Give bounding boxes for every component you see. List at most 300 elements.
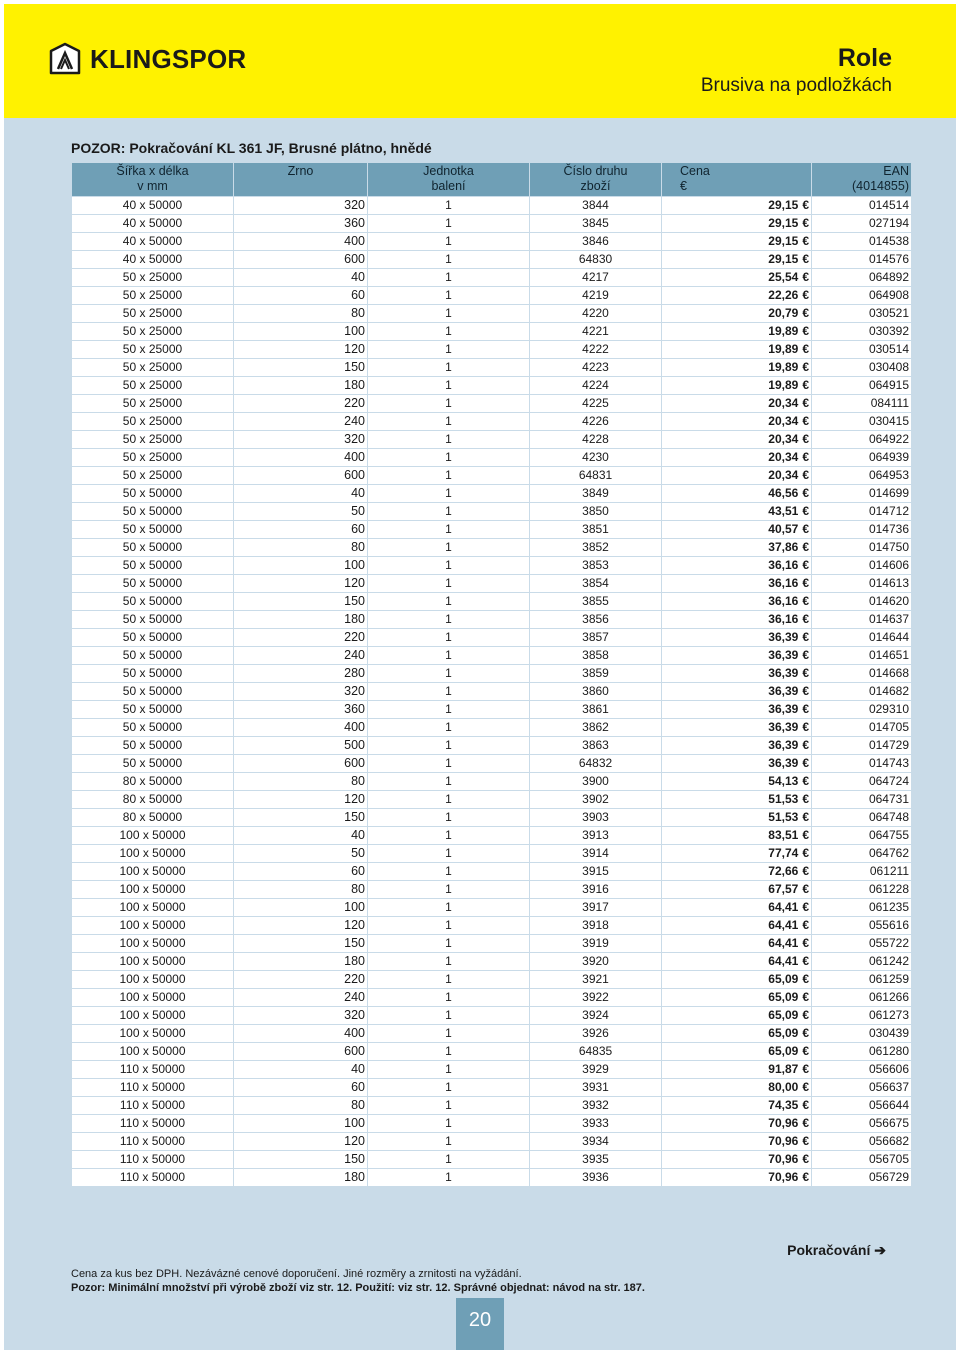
cell-price: 65,09 € — [662, 971, 812, 989]
col-header-ean: EAN (4014855) — [812, 163, 912, 197]
cell-ean: 014538 — [812, 233, 912, 251]
cell-unit: 1 — [368, 863, 530, 881]
cell-unit: 1 — [368, 467, 530, 485]
cell-article: 4226 — [530, 413, 662, 431]
cell-price: 19,89 € — [662, 341, 812, 359]
cell-size: 110 x 50000 — [72, 1115, 234, 1133]
cell-price: 36,39 € — [662, 701, 812, 719]
cell-article: 3850 — [530, 503, 662, 521]
cell-unit: 1 — [368, 683, 530, 701]
cell-ean: 056705 — [812, 1151, 912, 1169]
currency-symbol: € — [802, 576, 809, 590]
cell-grit: 320 — [234, 1007, 368, 1025]
currency-symbol: € — [802, 1008, 809, 1022]
currency-symbol: € — [802, 1116, 809, 1130]
cell-ean: 056729 — [812, 1169, 912, 1187]
cell-size: 50 x 50000 — [72, 737, 234, 755]
cell-ean: 056682 — [812, 1133, 912, 1151]
cell-article: 3931 — [530, 1079, 662, 1097]
cell-grit: 220 — [234, 629, 368, 647]
cell-grit: 180 — [234, 377, 368, 395]
table-row — [72, 575, 912, 593]
cell-grit: 120 — [234, 917, 368, 935]
cell-price: 77,74 € — [662, 845, 812, 863]
cell-price: 64,41 € — [662, 953, 812, 971]
table-header-row — [72, 163, 912, 197]
currency-symbol: € — [802, 828, 809, 842]
cell-grit: 180 — [234, 1169, 368, 1187]
cell-ean: 014620 — [812, 593, 912, 611]
cell-unit: 1 — [368, 197, 530, 215]
cell-ean: 030415 — [812, 413, 912, 431]
cell-price: 29,15 € — [662, 251, 812, 269]
cell-unit: 1 — [368, 719, 530, 737]
cell-price: 22,26 € — [662, 287, 812, 305]
cell-price: 20,34 € — [662, 467, 812, 485]
cell-price: 36,16 € — [662, 557, 812, 575]
cell-price: 80,00 € — [662, 1079, 812, 1097]
cell-size: 100 x 50000 — [72, 863, 234, 881]
cell-ean: 014637 — [812, 611, 912, 629]
cell-ean: 014750 — [812, 539, 912, 557]
currency-symbol: € — [802, 684, 809, 698]
currency-symbol: € — [802, 936, 809, 950]
cell-size: 110 x 50000 — [72, 1133, 234, 1151]
cell-size: 50 x 50000 — [72, 593, 234, 611]
cell-article: 3918 — [530, 917, 662, 935]
cell-grit: 220 — [234, 971, 368, 989]
table-row — [72, 521, 912, 539]
cell-grit: 600 — [234, 1043, 368, 1061]
table-row — [72, 989, 912, 1007]
cell-price: 36,39 € — [662, 647, 812, 665]
currency-symbol: € — [802, 1134, 809, 1148]
cell-price: 19,89 € — [662, 377, 812, 395]
cell-size: 100 x 50000 — [72, 1043, 234, 1061]
cell-article: 64831 — [530, 467, 662, 485]
cell-ean: 064762 — [812, 845, 912, 863]
cell-article: 3935 — [530, 1151, 662, 1169]
cell-price: 72,66 € — [662, 863, 812, 881]
cell-article: 64830 — [530, 251, 662, 269]
cell-article: 3855 — [530, 593, 662, 611]
table-row — [72, 611, 912, 629]
cell-size: 50 x 25000 — [72, 449, 234, 467]
currency-symbol: € — [802, 414, 809, 428]
cell-unit: 1 — [368, 305, 530, 323]
cell-article: 3936 — [530, 1169, 662, 1187]
cell-article: 3845 — [530, 215, 662, 233]
cell-size: 110 x 50000 — [72, 1061, 234, 1079]
cell-grit: 320 — [234, 683, 368, 701]
currency-symbol: € — [802, 720, 809, 734]
cell-ean: 029310 — [812, 701, 912, 719]
cell-article: 3929 — [530, 1061, 662, 1079]
cell-grit: 320 — [234, 197, 368, 215]
cell-price: 51,53 € — [662, 809, 812, 827]
currency-symbol: € — [802, 1062, 809, 1076]
cell-unit: 1 — [368, 971, 530, 989]
currency-symbol: € — [802, 216, 809, 230]
cell-ean: 064731 — [812, 791, 912, 809]
cell-size: 100 x 50000 — [72, 935, 234, 953]
cell-size: 50 x 25000 — [72, 359, 234, 377]
cell-ean: 064908 — [812, 287, 912, 305]
cell-size: 50 x 50000 — [72, 485, 234, 503]
cell-ean: 064748 — [812, 809, 912, 827]
currency-symbol: € — [802, 378, 809, 392]
cell-grit: 240 — [234, 647, 368, 665]
cell-grit: 40 — [234, 827, 368, 845]
cell-article: 3858 — [530, 647, 662, 665]
col-header-article: Číslo druhu zboží — [530, 163, 662, 197]
table-row — [72, 917, 912, 935]
table-row — [72, 233, 912, 251]
cell-size: 50 x 25000 — [72, 413, 234, 431]
cell-grit: 100 — [234, 899, 368, 917]
cell-size: 100 x 50000 — [72, 971, 234, 989]
cell-grit: 240 — [234, 989, 368, 1007]
cell-unit: 1 — [368, 251, 530, 269]
currency-symbol: € — [802, 630, 809, 644]
cell-size: 40 x 50000 — [72, 233, 234, 251]
cell-price: 36,16 € — [662, 611, 812, 629]
cell-grit: 100 — [234, 557, 368, 575]
cell-grit: 40 — [234, 1061, 368, 1079]
cell-unit: 1 — [368, 755, 530, 773]
table-row — [72, 503, 912, 521]
cell-ean: 064953 — [812, 467, 912, 485]
cell-unit: 1 — [368, 809, 530, 827]
table-row — [72, 323, 912, 341]
cell-grit: 80 — [234, 539, 368, 557]
cell-grit: 120 — [234, 1133, 368, 1151]
currency-symbol: € — [802, 594, 809, 608]
table-row — [72, 1061, 912, 1079]
table-row — [72, 467, 912, 485]
cell-grit: 120 — [234, 575, 368, 593]
cell-price: 29,15 € — [662, 215, 812, 233]
cell-price: 36,39 € — [662, 629, 812, 647]
currency-symbol: € — [802, 198, 809, 212]
cell-size: 50 x 25000 — [72, 341, 234, 359]
cell-price: 54,13 € — [662, 773, 812, 791]
cell-size: 100 x 50000 — [72, 917, 234, 935]
cell-price: 43,51 € — [662, 503, 812, 521]
cell-unit: 1 — [368, 773, 530, 791]
cell-unit: 1 — [368, 881, 530, 899]
cell-ean: 055722 — [812, 935, 912, 953]
currency-symbol: € — [802, 432, 809, 446]
cell-unit: 1 — [368, 269, 530, 287]
cell-unit: 1 — [368, 557, 530, 575]
table-row — [72, 629, 912, 647]
cell-size: 110 x 50000 — [72, 1079, 234, 1097]
cell-grit: 80 — [234, 1097, 368, 1115]
cell-size: 50 x 50000 — [72, 665, 234, 683]
cell-ean: 014699 — [812, 485, 912, 503]
cell-article: 3846 — [530, 233, 662, 251]
cell-price: 65,09 € — [662, 1025, 812, 1043]
cell-size: 40 x 50000 — [72, 251, 234, 269]
cell-unit: 1 — [368, 521, 530, 539]
cell-grit: 100 — [234, 323, 368, 341]
cell-size: 50 x 25000 — [72, 395, 234, 413]
currency-symbol: € — [802, 846, 809, 860]
cell-article: 3932 — [530, 1097, 662, 1115]
currency-symbol: € — [802, 324, 809, 338]
cell-price: 19,89 € — [662, 323, 812, 341]
cell-size: 50 x 50000 — [72, 557, 234, 575]
cell-grit: 360 — [234, 701, 368, 719]
cell-ean: 056644 — [812, 1097, 912, 1115]
cell-unit: 1 — [368, 1115, 530, 1133]
cell-size: 50 x 50000 — [72, 629, 234, 647]
cell-size: 50 x 50000 — [72, 503, 234, 521]
currency-symbol: € — [802, 810, 809, 824]
cell-ean: 014729 — [812, 737, 912, 755]
currency-symbol: € — [802, 486, 809, 500]
cell-price: 46,56 € — [662, 485, 812, 503]
currency-symbol: € — [802, 540, 809, 554]
cell-price: 70,96 € — [662, 1115, 812, 1133]
cell-price: 74,35 € — [662, 1097, 812, 1115]
cell-size: 50 x 50000 — [72, 611, 234, 629]
cell-article: 3920 — [530, 953, 662, 971]
cell-ean: 014705 — [812, 719, 912, 737]
cell-unit: 1 — [368, 1097, 530, 1115]
cell-grit: 600 — [234, 251, 368, 269]
cell-grit: 60 — [234, 1079, 368, 1097]
cell-ean: 014736 — [812, 521, 912, 539]
cell-article: 4228 — [530, 431, 662, 449]
cell-unit: 1 — [368, 989, 530, 1007]
cell-unit: 1 — [368, 215, 530, 233]
cell-grit: 100 — [234, 1115, 368, 1133]
cell-unit: 1 — [368, 413, 530, 431]
cell-price: 36,39 € — [662, 719, 812, 737]
currency-symbol: € — [802, 234, 809, 248]
currency-symbol: € — [802, 342, 809, 356]
cell-article: 3854 — [530, 575, 662, 593]
table-row — [72, 1151, 912, 1169]
cell-article: 3926 — [530, 1025, 662, 1043]
cell-price: 36,16 € — [662, 575, 812, 593]
cell-grit: 120 — [234, 791, 368, 809]
table-row — [72, 539, 912, 557]
cell-grit: 400 — [234, 1025, 368, 1043]
cell-article: 3933 — [530, 1115, 662, 1133]
cell-size: 50 x 50000 — [72, 755, 234, 773]
currency-symbol: € — [802, 252, 809, 266]
cell-size: 50 x 25000 — [72, 287, 234, 305]
cell-size: 50 x 25000 — [72, 323, 234, 341]
cell-grit: 150 — [234, 1151, 368, 1169]
table-row — [72, 1025, 912, 1043]
cell-size: 50 x 25000 — [72, 305, 234, 323]
cell-price: 70,96 € — [662, 1133, 812, 1151]
currency-symbol: € — [802, 918, 809, 932]
cell-price: 20,34 € — [662, 395, 812, 413]
cell-article: 4224 — [530, 377, 662, 395]
cell-ean: 064724 — [812, 773, 912, 791]
cell-grit: 280 — [234, 665, 368, 683]
cell-ean: 014668 — [812, 665, 912, 683]
cell-article: 64835 — [530, 1043, 662, 1061]
cell-unit: 1 — [368, 233, 530, 251]
cell-ean: 056675 — [812, 1115, 912, 1133]
cell-grit: 40 — [234, 269, 368, 287]
table-row — [72, 881, 912, 899]
cell-ean: 014576 — [812, 251, 912, 269]
currency-symbol: € — [802, 612, 809, 626]
cell-unit: 1 — [368, 1061, 530, 1079]
cell-price: 65,09 € — [662, 1007, 812, 1025]
currency-symbol: € — [802, 756, 809, 770]
table-row — [72, 557, 912, 575]
cell-article: 3856 — [530, 611, 662, 629]
table-row — [72, 359, 912, 377]
table-row — [72, 1007, 912, 1025]
currency-symbol: € — [802, 288, 809, 302]
cell-unit: 1 — [368, 323, 530, 341]
cell-price: 36,39 € — [662, 755, 812, 773]
cell-size: 100 x 50000 — [72, 899, 234, 917]
page — [4, 4, 956, 1350]
cell-article: 3915 — [530, 863, 662, 881]
currency-symbol: € — [802, 990, 809, 1004]
col-header-size: Šířka x délka v mm — [72, 163, 234, 197]
cell-ean: 030392 — [812, 323, 912, 341]
col-header-unit: Jednotka balení — [368, 163, 530, 197]
cell-price: 20,34 € — [662, 431, 812, 449]
cell-grit: 40 — [234, 485, 368, 503]
cell-unit: 1 — [368, 593, 530, 611]
cell-ean: 056637 — [812, 1079, 912, 1097]
cell-size: 80 x 50000 — [72, 791, 234, 809]
cell-price: 70,96 € — [662, 1151, 812, 1169]
currency-symbol: € — [802, 1170, 809, 1184]
table-row — [72, 197, 912, 215]
cell-ean: 014613 — [812, 575, 912, 593]
table-row — [72, 971, 912, 989]
cell-article: 4220 — [530, 305, 662, 323]
cell-article: 3902 — [530, 791, 662, 809]
cell-price: 25,54 € — [662, 269, 812, 287]
cell-price: 83,51 € — [662, 827, 812, 845]
cell-article: 3844 — [530, 197, 662, 215]
currency-symbol: € — [802, 864, 809, 878]
cell-article: 4230 — [530, 449, 662, 467]
cell-ean: 030439 — [812, 1025, 912, 1043]
cell-grit: 60 — [234, 287, 368, 305]
continue-label: Pokračování ➔ — [787, 1242, 886, 1258]
cell-article: 3913 — [530, 827, 662, 845]
cell-ean: 056606 — [812, 1061, 912, 1079]
currency-symbol: € — [802, 1044, 809, 1058]
cell-article: 3917 — [530, 899, 662, 917]
cell-unit: 1 — [368, 701, 530, 719]
cell-grit: 320 — [234, 431, 368, 449]
cell-size: 50 x 25000 — [72, 431, 234, 449]
cell-article: 3852 — [530, 539, 662, 557]
brand-logo — [48, 42, 246, 76]
cell-ean: 064939 — [812, 449, 912, 467]
currency-symbol: € — [802, 504, 809, 518]
cell-price: 36,39 € — [662, 737, 812, 755]
cell-size: 50 x 25000 — [72, 269, 234, 287]
cell-article: 4217 — [530, 269, 662, 287]
cell-price: 36,39 € — [662, 665, 812, 683]
cell-article: 3914 — [530, 845, 662, 863]
cell-unit: 1 — [368, 647, 530, 665]
cell-article: 3919 — [530, 935, 662, 953]
footer-warning: Pozor: Minimální množství při výrobě zboží viz str. 12. Použití: viz str. 12. Správné objednat: návod na str. 187. — [71, 1282, 645, 1294]
currency-symbol: € — [802, 702, 809, 716]
currency-symbol: € — [802, 774, 809, 788]
currency-symbol: € — [802, 738, 809, 752]
currency-symbol: € — [802, 666, 809, 680]
cell-size: 50 x 50000 — [72, 521, 234, 539]
cell-article: 3922 — [530, 989, 662, 1007]
section-title: POZOR: Pokračování KL 361 JF, Brusné plátno, hnědé — [71, 140, 432, 156]
cell-ean: 014514 — [812, 197, 912, 215]
table-row — [72, 647, 912, 665]
currency-symbol: € — [802, 1152, 809, 1166]
cell-ean: 084111 — [812, 395, 912, 413]
cell-price: 51,53 € — [662, 791, 812, 809]
cell-article: 4225 — [530, 395, 662, 413]
cell-unit: 1 — [368, 899, 530, 917]
table-row — [72, 809, 912, 827]
cell-grit: 60 — [234, 521, 368, 539]
cell-size: 100 x 50000 — [72, 827, 234, 845]
table-row — [72, 593, 912, 611]
cell-size: 100 x 50000 — [72, 1007, 234, 1025]
cell-grit: 150 — [234, 935, 368, 953]
table-row — [72, 1169, 912, 1187]
currency-symbol: € — [802, 558, 809, 572]
cell-size: 100 x 50000 — [72, 845, 234, 863]
cell-price: 64,41 € — [662, 899, 812, 917]
product-table — [71, 162, 912, 1187]
cell-ean: 061266 — [812, 989, 912, 1007]
cell-size: 50 x 50000 — [72, 701, 234, 719]
cell-grit: 80 — [234, 305, 368, 323]
cell-unit: 1 — [368, 935, 530, 953]
cell-grit: 120 — [234, 341, 368, 359]
cell-ean: 061259 — [812, 971, 912, 989]
currency-symbol: € — [802, 396, 809, 410]
cell-size: 80 x 50000 — [72, 809, 234, 827]
table-row — [72, 791, 912, 809]
cell-ean: 061235 — [812, 899, 912, 917]
cell-unit: 1 — [368, 629, 530, 647]
cell-grit: 600 — [234, 755, 368, 773]
currency-symbol: € — [802, 306, 809, 320]
cell-size: 110 x 50000 — [72, 1151, 234, 1169]
cell-unit: 1 — [368, 359, 530, 377]
cell-grit: 240 — [234, 413, 368, 431]
table-row — [72, 755, 912, 773]
cell-size: 50 x 50000 — [72, 539, 234, 557]
cell-size: 50 x 50000 — [72, 683, 234, 701]
cell-article: 3860 — [530, 683, 662, 701]
table-row — [72, 1115, 912, 1133]
cell-ean: 014651 — [812, 647, 912, 665]
cell-size: 50 x 25000 — [72, 467, 234, 485]
cell-grit: 400 — [234, 449, 368, 467]
